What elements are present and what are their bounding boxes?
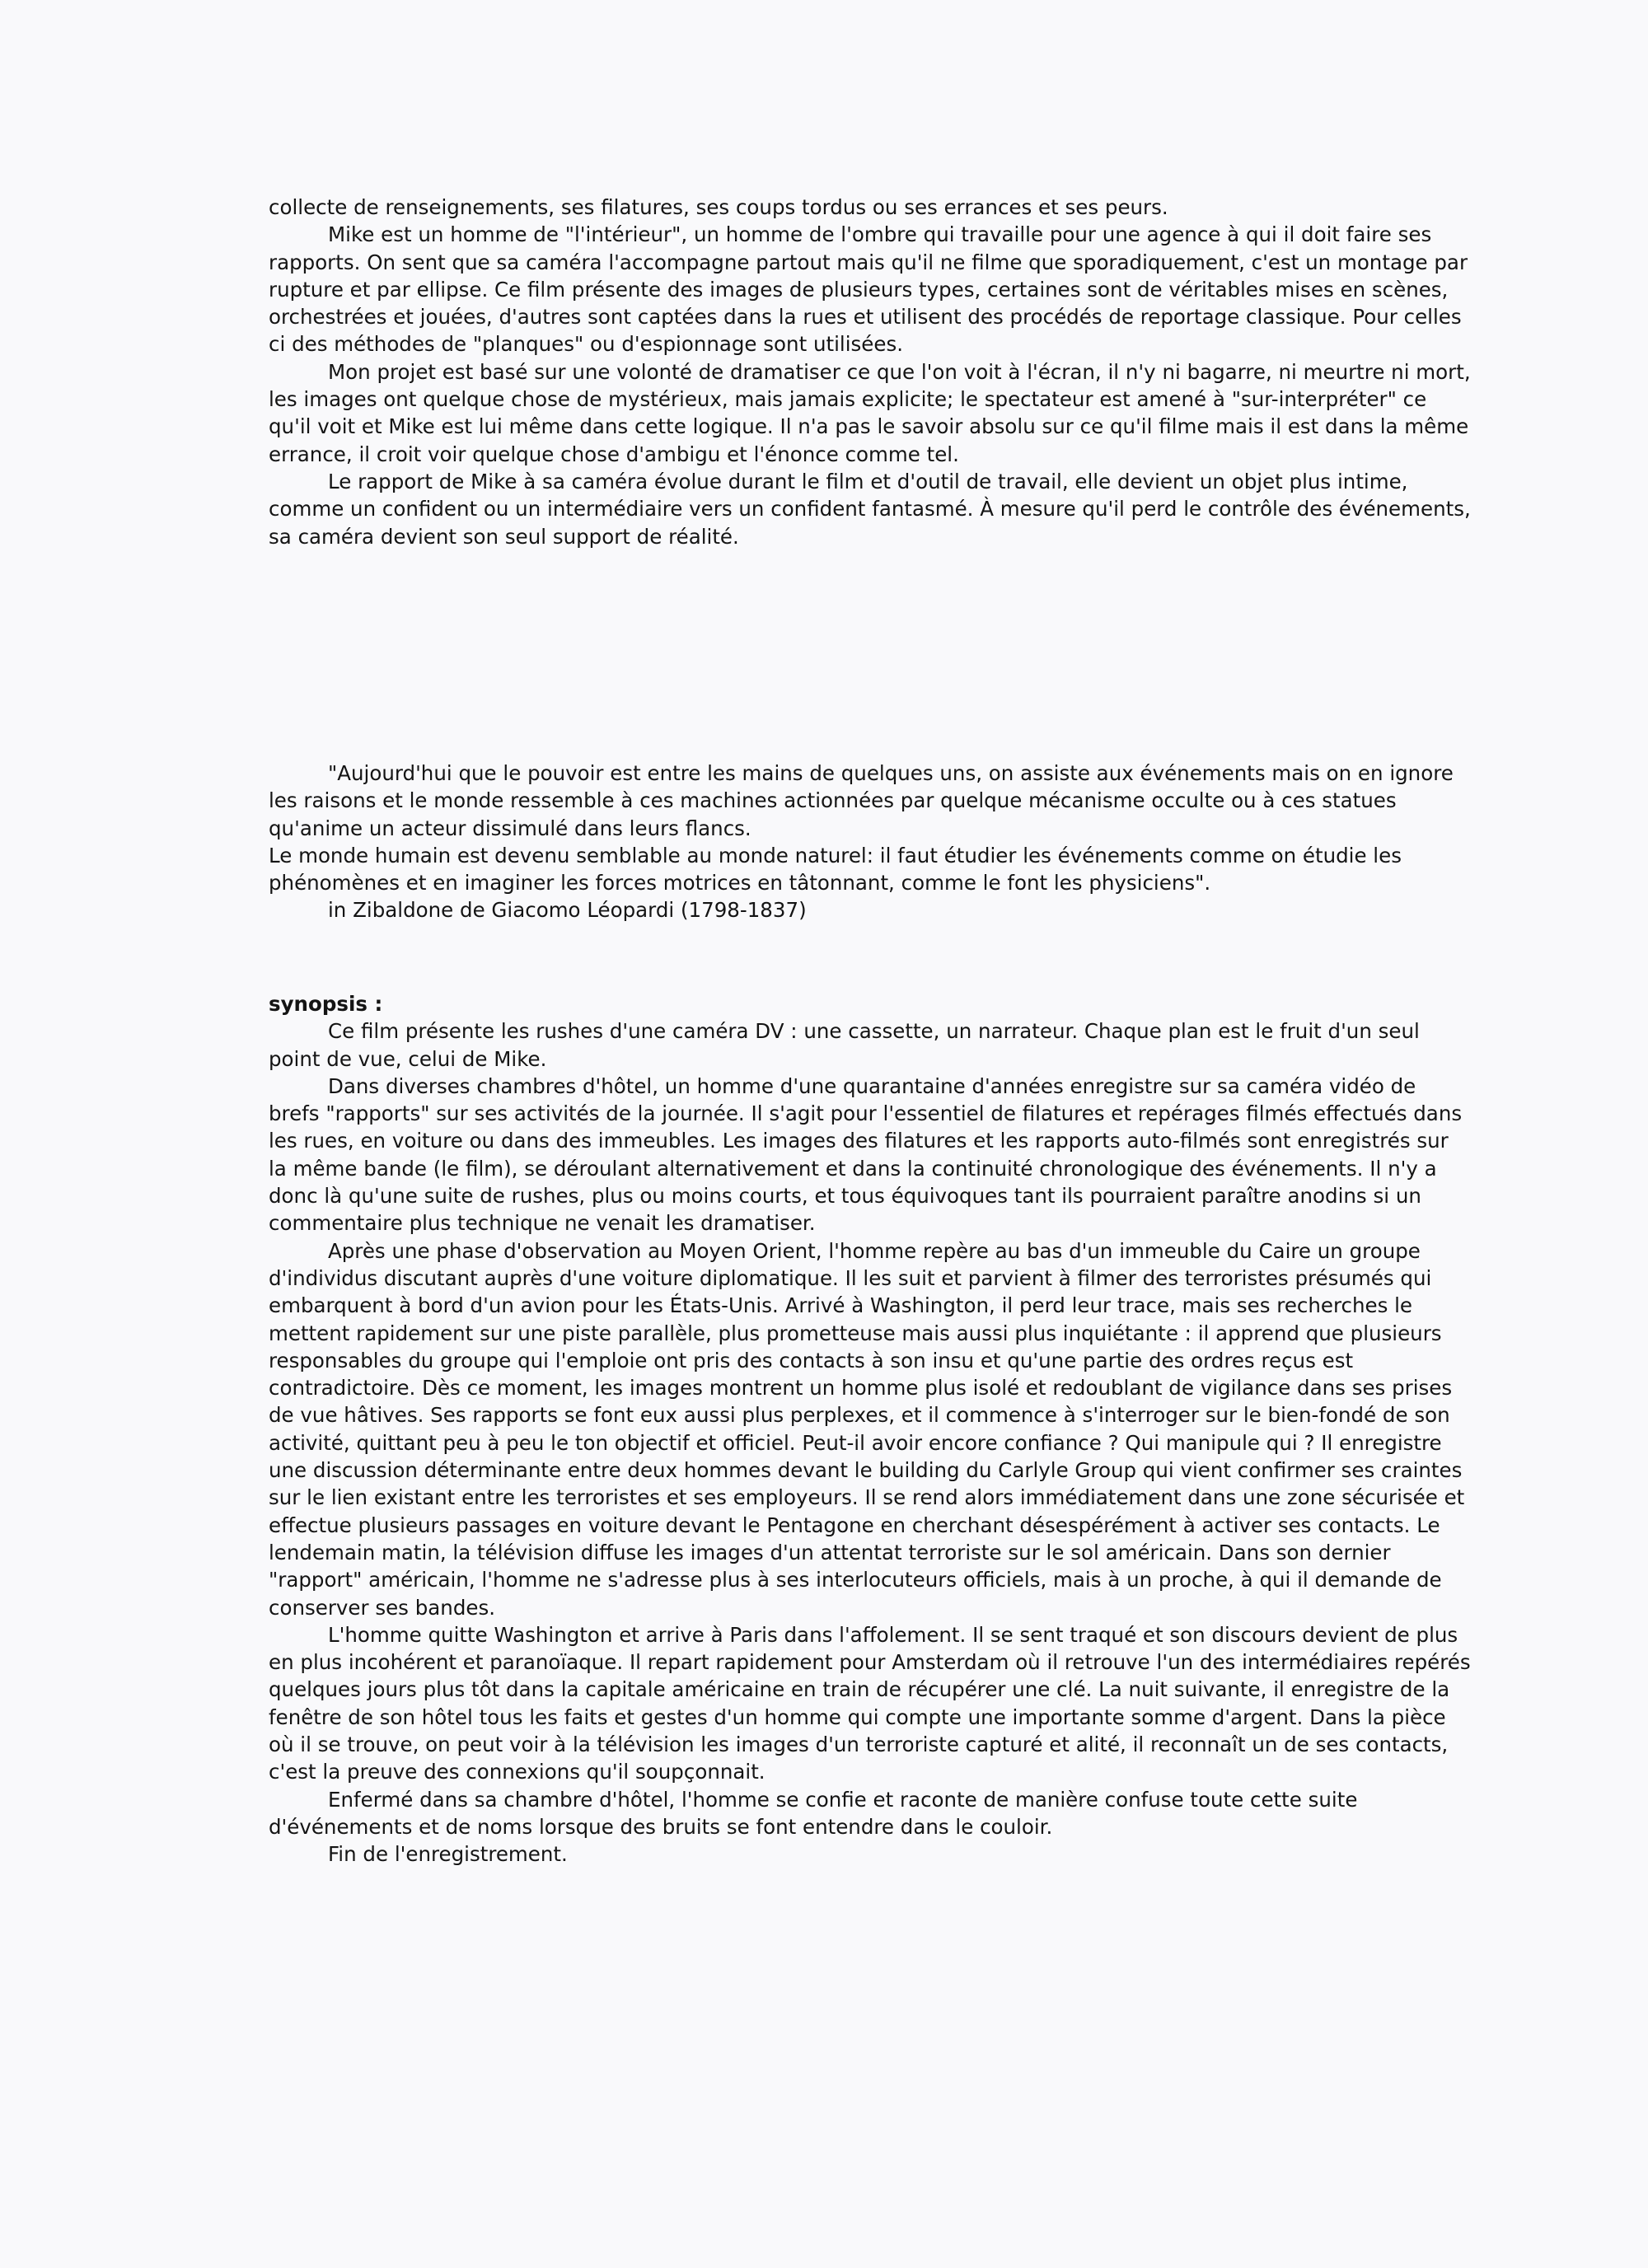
quote-line-2: Le monde humain est devenu semblable au monde naturel: il faut étudier les événements comme on étudie les phénomènes et en imaginer les forces motrices en tâtonnant, comme le font les physiciens".	[269, 843, 1402, 896]
quote-citation: in Zibaldone de Giacomo Léopardi (1798-1837)	[328, 898, 807, 923]
synopsis-paragraph-1: Ce film présente les rushes d'une caméra DV : une cassette, un narrateur. Chaque plan est le fruit d'un seul point de vue, celui de Mike.	[269, 1019, 1420, 1071]
synopsis-paragraph-6: Fin de l'enregistrement.	[328, 1842, 568, 1867]
synopsis-paragraph-3: Après une phase d'observation au Moyen Orient, l'homme repère au bas d'un immeuble du Caire un groupe d'individus discutant auprès d'une voiture diplomatique. Il les suit et parvient à filmer des terroristes présumés qui embarquent à bord d'un avion pour les États-Unis. Arrivé à Washington, il perd leur trace, mais ses recherches le mettent rapidement sur une piste parallèle, plus prometteuse mais aussi plus inquiétante : il apprend que plusieurs responsables du groupe qui l'emploie ont pris des contacts à son insu et qu'une partie des ordres reçus est contradictoire. Dès ce moment, les images montrent un homme plus isolé et redoublant de vigilance dans ses prises de vue hâtives. Ses rapports se font eux aussi plus perplexes, et il commence à s'interroger sur le bien-fondé de son activité, quittant peu à peu le ton objectif et officiel. Peut-il avoir encore confiance ? Qui manipule qui ? Il enregistre une discussion déterminante entre deux hommes devant le building du Carlyle Group qui vient confirmer ses craintes sur le lien existant entre les terroristes et ses employeurs. Il se rend alors immédiatement dans une zone sécurisée et effectue plusieurs passages en voiture devant le Pentagone en cherchant désespérément à activer ses contacts. Le lendemain matin, la télévision diffuse les images d'un attentat terroriste sur le sol américain. Dans son dernier "rapport" américain, l'homme ne s'adresse plus à ses interlocuteurs officiels, mais à un proche, à qui il demande de conserver ses bandes.	[269, 1238, 1465, 1620]
intro-paragraph-4: Le rapport de Mike à sa caméra évolue durant le film et d'outil de travail, elle devient un objet plus intime, comme un confident ou un intermédiaire vers un confident fantasmé. À mesure qu'il perd le contrôle des événements, sa caméra devient son seul support de réalité.	[269, 469, 1471, 549]
intro-paragraph-3: Mon projet est basé sur une volonté de dramatiser ce que l'on voit à l'écran, il n'y ni bagarre, ni meurtre ni mort, les images ont quelque chose de mystérieux, mais jamais explicite; le spectateur est amené à "sur-interpréter" ce qu'il voit et Mike est lui même dans cette logique. Il n'a pas le savoir absolu sur ce qu'il filme mais il est dans la même errance, il croit voir quelque chose d'ambigu et l'énonce comme tel.	[269, 359, 1471, 466]
intro-paragraph-2: Mike est un homme de "l'intérieur", un homme de l'ombre qui travaille pour une agence à qui il doit faire ses rapports. On sent que sa caméra l'accompagne partout mais qu'il ne filme que sporadiquement, c'est un montage par rupture et par ellipse. Ce film présente des images de plusieurs types, certaines sont de véritables mises en scènes, orchestrées et jouées, d'autres sont captées dans la rues et utilisent des procédés de reportage classique. Pour celles ci des méthodes de "planques" ou d'espionnage sont utilisées.	[269, 222, 1468, 357]
quote-line-1: "Aujourd'hui que le pouvoir est entre les mains de quelques uns, on assiste aux événements mais on en ignore les raisons et le monde ressemble à ces machines actionnées par quelque mécanisme occulte ou à ces statues qu'anime un acteur dissimulé dans leurs flancs.	[269, 761, 1454, 840]
synopsis-heading: synopsis :	[269, 992, 383, 1016]
intro-paragraph-1: collecte de renseignements, ses filatures, ses coups tordus ou ses errances et ses peurs.	[269, 195, 1168, 219]
quote-section	[269, 760, 1472, 924]
synopsis-paragraph-2: Dans diverses chambres d'hôtel, un homme d'une quarantaine d'années enregistre sur sa caméra vidéo de brefs "rapports" sur ses activités de la journée. Il s'agit pour l'essentiel de filatures et repérages filmés effectués dans les rues, en voiture ou dans des immeubles. Les images des filatures et les rapports auto-filmés sont enregistrés sur la même bande (le film), se déroulant alternativement et dans la continuité chronologique des événements. Il n'y a donc là qu'une suite de rushes, plus ou moins courts, et tous équivoques tant ils pourraient paraître anodins si un commentaire plus technique ne venait les dramatiser.	[269, 1073, 1463, 1236]
synopsis-section	[269, 990, 1472, 1868]
synopsis-paragraph-4: L'homme quitte Washington et arrive à Paris dans l'affolement. Il se sent traqué et son discours devient de plus en plus incohérent et paranoïaque. Il repart rapidement pour Amsterdam où il retrouve l'un des intermédiaires repérés quelques jours plus tôt dans la capitale américaine en train de récupérer une clé. La nuit suivante, il enregistre de la fenêtre de son hôtel tous les faits et gestes d'un homme qui compte une importante somme d'argent. Dans la pièce où il se trouve, on peut voir à la télévision les images d'un terroriste capturé et alité, il reconnaît un de ses contacts, c'est la preuve des connexions qu'il soupçonnait.	[269, 1622, 1471, 1784]
intro-section	[269, 194, 1472, 550]
synopsis-paragraph-5: Enfermé dans sa chambre d'hôtel, l'homme se confie et raconte de manière confuse toute cette suite d'événements et de noms lorsque des bruits se font entendre dans le couloir.	[269, 1787, 1358, 1839]
